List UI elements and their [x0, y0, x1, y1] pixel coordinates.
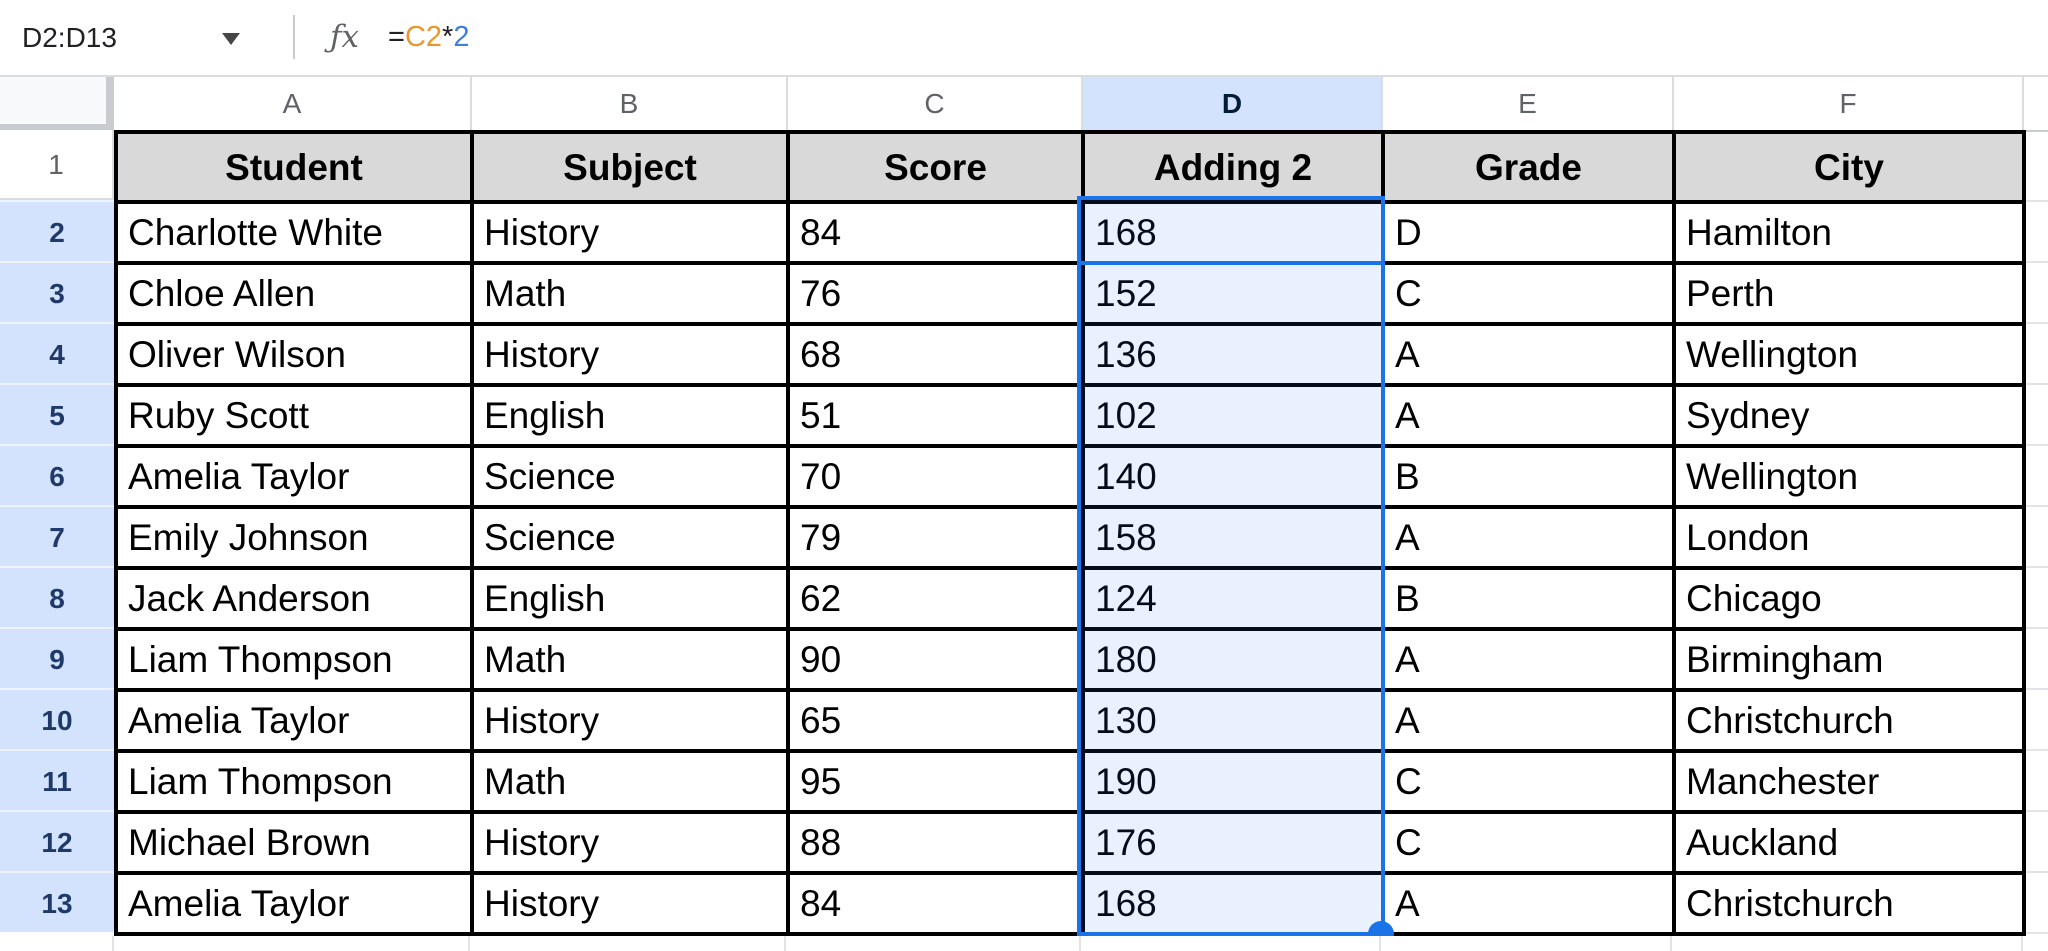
cell-B9[interactable]: Math — [472, 629, 788, 690]
cell-F11[interactable]: Manchester — [1674, 751, 2024, 812]
table-row — [116, 263, 2024, 324]
cell-C3[interactable]: 76 — [788, 263, 1083, 324]
column-header-f[interactable]: F — [1672, 77, 2022, 132]
cell-A10[interactable]: Amelia Taylor — [116, 690, 472, 751]
cell-F4[interactable]: Wellington — [1674, 324, 2024, 385]
cell-F10[interactable]: Christchurch — [1674, 690, 2024, 751]
table-row — [116, 629, 2024, 690]
gridline — [2021, 936, 2023, 951]
cell-B4[interactable]: History — [472, 324, 788, 385]
cell-B3[interactable]: Math — [472, 263, 788, 324]
cell-D7[interactable]: 158 — [1083, 507, 1383, 568]
column-header-b[interactable]: B — [470, 77, 786, 132]
cell-D6[interactable]: 140 — [1083, 446, 1383, 507]
cell-A8[interactable]: Jack Anderson — [116, 568, 472, 629]
cell-E7[interactable]: A — [1383, 507, 1674, 568]
formula-input[interactable] — [388, 0, 469, 75]
column-header-a[interactable]: A — [114, 77, 470, 132]
cell-E3[interactable]: C — [1383, 263, 1674, 324]
row-header-7[interactable]: 7 — [0, 505, 114, 566]
cell-C13[interactable]: 84 — [788, 873, 1083, 934]
cell-E8[interactable]: B — [1383, 568, 1674, 629]
table-header-row — [116, 132, 2024, 202]
cell-A2[interactable]: Charlotte White — [116, 202, 472, 263]
cell-E13[interactable]: A — [1383, 873, 1674, 934]
cell-F6[interactable]: Wellington — [1674, 446, 2024, 507]
gridline — [1079, 936, 1081, 951]
cell-B10[interactable]: History — [472, 690, 788, 751]
gridline — [468, 936, 470, 951]
row-header-1[interactable]: 1 — [0, 130, 114, 200]
cell-F9[interactable]: Birmingham — [1674, 629, 2024, 690]
formula-operator: * — [442, 21, 454, 53]
cell-D4[interactable]: 136 — [1083, 324, 1383, 385]
cell-F5[interactable]: Sydney — [1674, 385, 2024, 446]
cell-C1[interactable]: Score — [788, 132, 1083, 202]
column-header-band — [0, 75, 2048, 130]
cell-B11[interactable]: Math — [472, 751, 788, 812]
cell-C10[interactable]: 65 — [788, 690, 1083, 751]
cell-F13[interactable]: Christchurch — [1674, 873, 2024, 934]
row-header-8[interactable]: 8 — [0, 566, 114, 627]
cell-D13[interactable]: 168 — [1083, 873, 1383, 934]
table-row — [116, 324, 2024, 385]
formula-number-literal: 2 — [453, 21, 470, 53]
column-header-d-selected[interactable]: D — [1081, 77, 1381, 132]
fx-icon: ƒx — [330, 19, 359, 55]
cell-F3[interactable]: Perth — [1674, 263, 2024, 324]
row-header-10[interactable]: 10 — [0, 688, 114, 749]
cell-A12[interactable]: Michael Brown — [116, 812, 472, 873]
sheet-table — [114, 130, 2026, 936]
formula-bar-divider — [293, 15, 295, 59]
cell-D12[interactable]: 176 — [1083, 812, 1383, 873]
cell-D1[interactable]: Adding 2 — [1083, 132, 1383, 202]
cell-C4[interactable]: 68 — [788, 324, 1083, 385]
select-all-corner[interactable] — [0, 77, 114, 132]
row-header-4[interactable]: 4 — [0, 322, 114, 383]
table-row — [116, 751, 2024, 812]
cell-C7[interactable]: 79 — [788, 507, 1083, 568]
column-header-g-sliver — [2022, 77, 2048, 132]
column-header-c[interactable]: C — [786, 77, 1081, 132]
cell-E4[interactable]: A — [1383, 324, 1674, 385]
column-header-e[interactable]: E — [1381, 77, 1672, 132]
gridline — [1379, 936, 1381, 951]
cell-E6[interactable]: B — [1383, 446, 1674, 507]
cell-C5[interactable]: 51 — [788, 385, 1083, 446]
row-header-12[interactable]: 12 — [0, 810, 114, 871]
cell-B7[interactable]: Science — [472, 507, 788, 568]
cell-A4[interactable]: Oliver Wilson — [116, 324, 472, 385]
cell-B8[interactable]: English — [472, 568, 788, 629]
cell-F7[interactable]: London — [1674, 507, 2024, 568]
table-row — [116, 812, 2024, 873]
cell-A5[interactable]: Ruby Scott — [116, 385, 472, 446]
row-header-6[interactable]: 6 — [0, 444, 114, 505]
row-header-9[interactable]: 9 — [0, 627, 114, 688]
cell-B6[interactable]: Science — [472, 446, 788, 507]
cell-E11[interactable]: C — [1383, 751, 1674, 812]
table-row — [116, 202, 2024, 263]
table-row — [116, 446, 2024, 507]
table-row — [116, 568, 2024, 629]
table-row — [116, 385, 2024, 446]
cell-F2[interactable]: Hamilton — [1674, 202, 2024, 263]
cell-F1[interactable]: City — [1674, 132, 2024, 202]
cell-D8[interactable]: 124 — [1083, 568, 1383, 629]
cell-B1[interactable]: Subject — [472, 132, 788, 202]
empty-column-g-sliver — [2026, 200, 2048, 938]
cell-B13[interactable]: History — [472, 873, 788, 934]
cell-B12[interactable]: History — [472, 812, 788, 873]
gridline — [784, 936, 786, 951]
cell-E12[interactable]: C — [1383, 812, 1674, 873]
cell-B5[interactable]: English — [472, 385, 788, 446]
gridline — [1670, 936, 1672, 951]
row-header-13[interactable]: 13 — [0, 871, 114, 932]
cell-C11[interactable]: 95 — [788, 751, 1083, 812]
cell-F12[interactable]: Auckland — [1674, 812, 2024, 873]
cell-E5[interactable]: A — [1383, 385, 1674, 446]
cell-D11[interactable]: 190 — [1083, 751, 1383, 812]
cell-C8[interactable]: 62 — [788, 568, 1083, 629]
cell-A7[interactable]: Emily Johnson — [116, 507, 472, 568]
cell-A3[interactable]: Chloe Allen — [116, 263, 472, 324]
cell-D2[interactable]: 168 — [1083, 202, 1383, 263]
cell-E9[interactable]: A — [1383, 629, 1674, 690]
cell-A11[interactable]: Liam Thompson — [116, 751, 472, 812]
cell-E10[interactable]: A — [1383, 690, 1674, 751]
formula-bar — [0, 0, 2048, 75]
row-header-3[interactable]: 3 — [0, 261, 114, 322]
row-header-2[interactable]: 2 — [0, 200, 114, 261]
cell-A1[interactable]: Student — [116, 132, 472, 202]
table-row — [116, 507, 2024, 568]
empty-row-14-strip — [0, 936, 2048, 951]
cell-E1[interactable]: Grade — [1383, 132, 1674, 202]
formula-equals: = — [388, 21, 405, 53]
cell-B2[interactable]: History — [472, 202, 788, 263]
cell-C6[interactable]: 70 — [788, 446, 1083, 507]
cell-D3[interactable]: 152 — [1083, 263, 1383, 324]
formula-cell-reference: C2 — [404, 21, 443, 53]
table-row — [116, 873, 2024, 934]
cell-C12[interactable]: 88 — [788, 812, 1083, 873]
table-row — [116, 690, 2024, 751]
row-header-5[interactable]: 5 — [0, 383, 114, 444]
row-header-11[interactable]: 11 — [0, 749, 114, 810]
cell-F8[interactable]: Chicago — [1674, 568, 2024, 629]
cell-E2[interactable]: D — [1383, 202, 1674, 263]
cell-A6[interactable]: Amelia Taylor — [116, 446, 472, 507]
cell-D5[interactable]: 102 — [1083, 385, 1383, 446]
cell-D10[interactable]: 130 — [1083, 690, 1383, 751]
cell-C2[interactable]: 84 — [788, 202, 1083, 263]
cell-D9[interactable]: 180 — [1083, 629, 1383, 690]
gridline — [112, 936, 114, 951]
name-box[interactable]: D2:D13 — [22, 22, 117, 53]
cell-A9[interactable]: Liam Thompson — [116, 629, 472, 690]
name-box-dropdown-icon[interactable] — [222, 33, 240, 45]
cell-C9[interactable]: 90 — [788, 629, 1083, 690]
cell-A13[interactable]: Amelia Taylor — [116, 873, 472, 934]
